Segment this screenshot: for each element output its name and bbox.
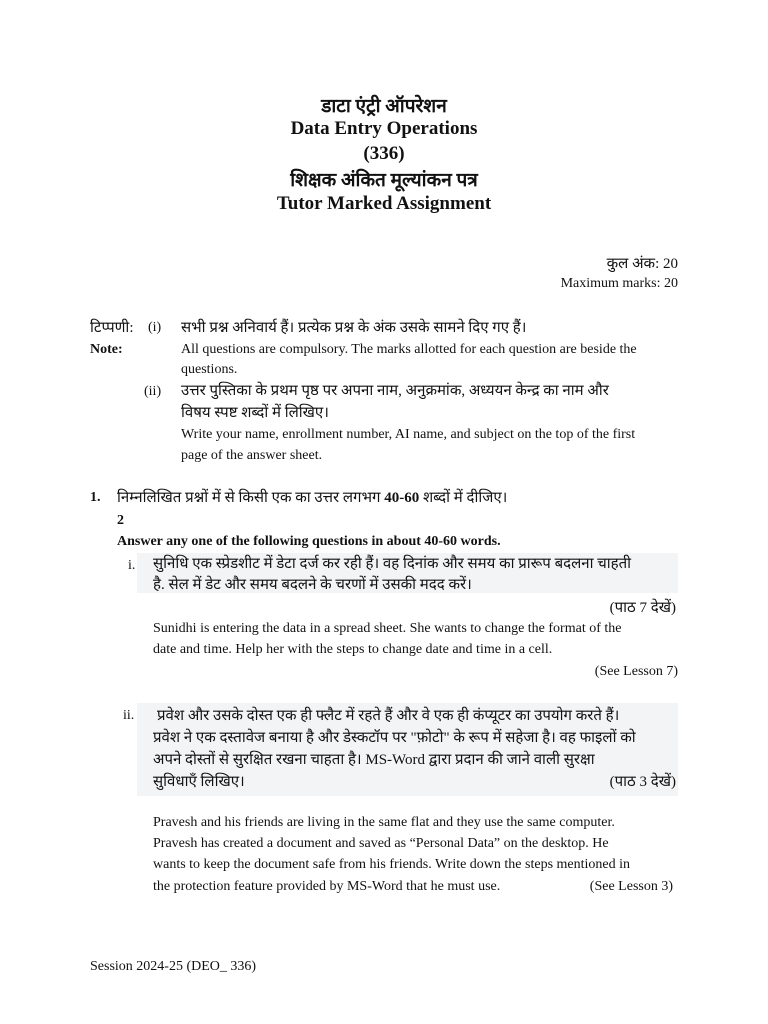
note-item-2-english-line1: Write your name, enrollment number, AI name, and subject on the top of the first (181, 427, 636, 442)
question-hindi-part1: निम्नलिखित प्रश्नों में से किसी एक का उत्तर लगभग (117, 490, 385, 506)
option-1-reference-english: (See Lesson 7) (594, 664, 678, 679)
option-2-hindi-line3: अपने दोस्तों से सुरक्षित रखना चाहता है। MS-Word द्वारा प्रदान की जाने वाली सुरक्षा (153, 752, 595, 768)
option-2-hindi-line1: प्रवेश और उसके दोस्त एक ही फ्लैट में रहते हैं और वे एक ही कंप्यूटर का उपयोग करते हैं। (157, 708, 620, 724)
option-2-english-line2: Pravesh has created a document and saved as “Personal Data” on the desktop. He (153, 836, 609, 851)
subject-code: (336) (363, 143, 405, 164)
title-english: Data Entry Operations (290, 118, 478, 139)
note-item-2-english-line2: page of the answer sheet. (181, 448, 323, 463)
note-label-english: Note: (90, 342, 123, 357)
note-item-1-english-line1: All questions are compulsory. The marks allotted for each question are beside the (181, 342, 637, 357)
option-1-reference-hindi: (पाठ 7 देखें) (609, 600, 676, 616)
question-number: 1. (90, 490, 101, 505)
option-2-english-line3: wants to keep the document safe from his friends. Write down the steps mentioned in (153, 857, 631, 872)
question-marks: 2 (117, 513, 124, 528)
question-hindi-part2: शब्दों में दीजिए। (419, 490, 508, 506)
question-hindi-word-count: 40-60 (384, 490, 420, 506)
note-item-1-number: (i) (148, 320, 162, 335)
option-2-english-line1: Pravesh and his friends are living in the same flat and they use the same computer. (153, 815, 615, 830)
note-item-2-hindi-line1: उत्तर पुस्तिका के प्रथम पृष्ठ पर अपना नाम, अनुक्रमांक, अध्ययन केन्द्र का नाम और (181, 383, 609, 399)
option-1-english-line1: Sunidhi is entering the data in a spread sheet. She wants to change the format of the (153, 621, 622, 636)
total-marks-hindi: कुल अंक: 20 (606, 256, 678, 272)
option-2-hindi-line2: प्रवेश ने एक दस्तावेज बनाया है और डेस्कटॉप पर "फ़ोटो" के रूप में सहेजा है। वह फाइलों को (153, 730, 636, 746)
option-2-reference-hindi: (पाठ 3 देखें) (609, 774, 676, 790)
option-2-number: ii. (123, 708, 135, 723)
subtitle-hindi: शिक्षक अंकित मूल्यांकन पत्र (290, 170, 478, 191)
note-item-1-hindi: सभी प्रश्न अनिवार्य हैं। प्रत्येक प्रश्न के अंक उसके सामने दिए गए हैं। (181, 320, 527, 336)
question-hindi (117, 487, 507, 507)
note-item-2-hindi-line2: विषय स्पष्ट शब्दों में लिखिए। (181, 405, 329, 421)
note-label-hindi: टिप्पणी: (90, 320, 134, 336)
question-english: Answer any one of the following questions in about 40-60 words. (117, 534, 501, 549)
option-1-hindi-line2: है. सेल में डेट और समय बदलने के चरणों में उसकी मदद करें। (153, 577, 472, 593)
option-2-hindi-line4: सुविधाएँ लिखिए। (153, 774, 245, 790)
option-1-english-line2: date and time. Help her with the steps to change date and time in a cell. (153, 642, 553, 657)
option-2-reference-english: (See Lesson 3) (589, 879, 673, 894)
option-1-hindi-line1: सुनिधि एक स्प्रेडशीट में डेटा दर्ज कर रही हैं। वह दिनांक और समय का प्रारूप बदलना चाहती (153, 556, 632, 572)
option-1-number: i. (128, 558, 136, 573)
session-footer: Session 2024-25 (DEO_ 336) (90, 959, 257, 974)
note-item-2-number: (ii) (144, 384, 162, 399)
title-hindi: डाटा एंट्री ऑपरेशन (321, 96, 447, 117)
option-2-english-line4: the protection feature provided by MS-Word that he must use. (153, 879, 501, 894)
maximum-marks-english: Maximum marks: 20 (560, 276, 678, 291)
subtitle-english: Tutor Marked Assignment (276, 193, 492, 214)
note-item-1-english-line2: questions. (181, 362, 238, 377)
